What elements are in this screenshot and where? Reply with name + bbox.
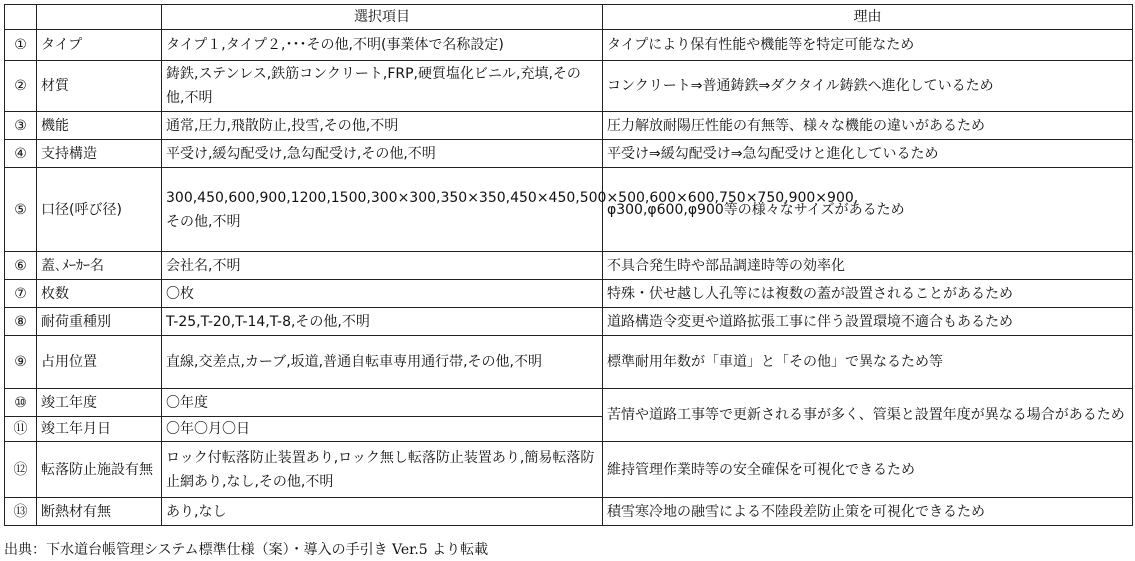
table-row: [5, 61, 1133, 112]
table-row: [5, 280, 1133, 308]
row-number: ③: [5, 112, 37, 140]
header-reason: 理由: [603, 5, 1133, 30]
row-number: ⑪: [5, 417, 37, 442]
row-options: 会社名,不明: [162, 252, 603, 280]
table-header-row: [5, 5, 1133, 30]
row-reason: 苦情や道路工事等で更新される事が多く、管渠と設置年度が異なる場合があるため: [603, 389, 1133, 442]
row-number: ⑦: [5, 280, 37, 308]
row-options: 平受け,緩勾配受け,急勾配受け,その他,不明: [162, 140, 603, 168]
row-item: 竣工年度: [37, 389, 162, 417]
row-item: 口径(呼び径): [37, 168, 162, 252]
row-item: 竣工年月日: [37, 417, 162, 442]
row-options: ロック付転落防止装置あり,ロック無し転落防止装置あり,簡易転落防止網あり,なし,その他,不明: [162, 442, 603, 498]
row-reason: 道路構造令変更や道路拡張工事に伴う設置環境不適合もあるため: [603, 308, 1133, 336]
row-reason: 不具合発生時や部品調達時等の効率化: [603, 252, 1133, 280]
row-number: ②: [5, 61, 37, 112]
row-number: ⑥: [5, 252, 37, 280]
table-row: [5, 308, 1133, 336]
row-number: ⑩: [5, 389, 37, 417]
header-no: [5, 5, 37, 30]
source-note: 出典：下水道台帳管理システム標準仕様（案）・導入の手引き Ver.5 より転載: [4, 542, 489, 558]
row-options: 〇年度: [162, 389, 603, 417]
row-options: 通常,圧力,飛散防止,投雪,その他,不明: [162, 112, 603, 140]
row-number: ⑫: [5, 442, 37, 498]
header-item: [37, 5, 162, 30]
table-row: [5, 168, 1133, 252]
row-reason: コンクリート⇒普通鋳鉄⇒ダクタイル鋳鉄へ進化しているため: [603, 61, 1133, 112]
row-number: ⑧: [5, 308, 37, 336]
table-row: [5, 336, 1133, 389]
row-reason: 積雪寒冷地の融雪による不陸段差防止策を可視化できるため: [603, 498, 1133, 526]
table-row: [5, 112, 1133, 140]
row-options: 〇枚: [162, 280, 603, 308]
row-reason: タイプにより保有性能や機能等を特定可能なため: [603, 30, 1133, 61]
row-item: 占用位置: [37, 336, 162, 389]
row-item: 機能: [37, 112, 162, 140]
row-item: 断熱材有無: [37, 498, 162, 526]
spec-table: [4, 4, 1133, 526]
row-reason: 圧力解放耐陽圧性能の有無等、様々な機能の違いがあるため: [603, 112, 1133, 140]
table-row: [5, 252, 1133, 280]
table-row: [5, 389, 1133, 417]
row-reason: 特殊・伏せ越し人孔等には複数の蓋が設置されることがあるため: [603, 280, 1133, 308]
row-options: 直線,交差点,カーブ,坂道,普通自転車専用通行帯,その他,不明: [162, 336, 603, 389]
table-row: [5, 498, 1133, 526]
row-number: ④: [5, 140, 37, 168]
row-number: ⑨: [5, 336, 37, 389]
row-options: タイプ１,タイプ２,･･･その他,不明(事業体で名称設定): [162, 30, 603, 61]
table-row: [5, 30, 1133, 61]
header-options: 選択項目: [162, 5, 603, 30]
row-reason: 維持管理作業時等の安全確保を可視化できるため: [603, 442, 1133, 498]
row-item: タイプ: [37, 30, 162, 61]
row-options: 300,450,600,900,1200,1500,300×300,350×350,450×450,500×500,600×600,750×750,900×900,その他,不明: [162, 168, 603, 252]
table-row: [5, 442, 1133, 498]
table-row: [5, 140, 1133, 168]
row-options: 〇年〇月〇日: [162, 417, 603, 442]
row-number: ①: [5, 30, 37, 61]
row-reason: φ300,φ600,φ900等の様々なサイズがあるため: [603, 168, 1133, 252]
row-item: 材質: [37, 61, 162, 112]
row-number: ⑬: [5, 498, 37, 526]
row-options: 鋳鉄,ステンレス,鉄筋コンクリート,FRP,硬質塩化ビニル,充填,その他,不明: [162, 61, 603, 112]
row-number: ⑤: [5, 168, 37, 252]
row-reason: 平受け⇒緩勾配受け⇒急勾配受けと進化しているため: [603, 140, 1133, 168]
row-item: 転落防止施設有無: [37, 442, 162, 498]
row-item: 支持構造: [37, 140, 162, 168]
row-item: 蓋､ﾒｰｶｰ名: [37, 252, 162, 280]
row-options: あり,なし: [162, 498, 603, 526]
row-options: T-25,T-20,T-14,T-8,その他,不明: [162, 308, 603, 336]
row-item: 枚数: [37, 280, 162, 308]
row-item: 耐荷重種別: [37, 308, 162, 336]
row-reason: 標準耐用年数が「車道」と「その他」で異なるため等: [603, 336, 1133, 389]
